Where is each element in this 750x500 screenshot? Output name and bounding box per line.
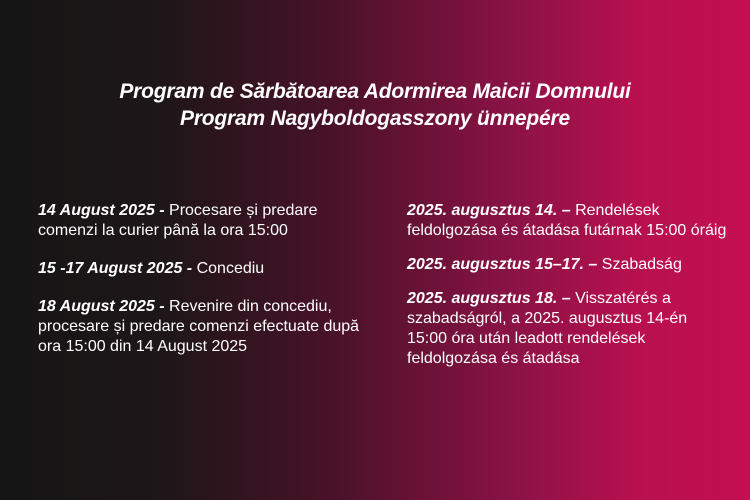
schedule-entry-ro-2: [38, 259, 378, 279]
entry-date: 15 -17 August 2025 -: [38, 260, 193, 277]
entry-date: 14 August 2025 -: [38, 202, 165, 219]
hungarian-schedule: [407, 201, 727, 369]
schedule-entry-hu-2: [407, 255, 727, 275]
title-line-romanian: Program de Sărbătoarea Adormirea Maicii Domnului: [119, 80, 631, 103]
romanian-schedule: [38, 201, 378, 357]
title-line-hungarian: Program Nagyboldogasszony ünnepére: [180, 107, 570, 130]
schedule-entry-hu-1: [407, 201, 727, 241]
schedule-entry-ro-1: [38, 201, 378, 241]
entry-text: Concediu: [196, 260, 265, 277]
entry-date: 2025. augusztus 18. –: [407, 290, 571, 307]
entry-date: 2025. augusztus 15–17. –: [407, 256, 598, 273]
entry-text: Szabadság: [601, 256, 682, 273]
entry-text: Visszatérés a szabadságról, a 2025. augusztus 14-én 15:00 óra után leadott rendelések feldolgozása és átadása: [407, 290, 688, 367]
entry-text: Revenire din concediu, procesare și predare comenzi efectuate după ora 15:00 din 14 August 2025: [38, 298, 360, 355]
entry-date: 2025. augusztus 14. –: [407, 202, 571, 219]
entry-date: 18 August 2025 -: [38, 298, 165, 315]
schedule-entry-hu-3: [407, 289, 727, 369]
schedule-entry-ro-3: [38, 297, 378, 357]
entry-text: Procesare și predare comenzi la curier până la ora 15:00: [38, 202, 318, 239]
entry-text: Rendelések feldolgozása és átadása futárnak 15:00 óráig: [407, 202, 727, 239]
banner-title: [0, 78, 750, 132]
